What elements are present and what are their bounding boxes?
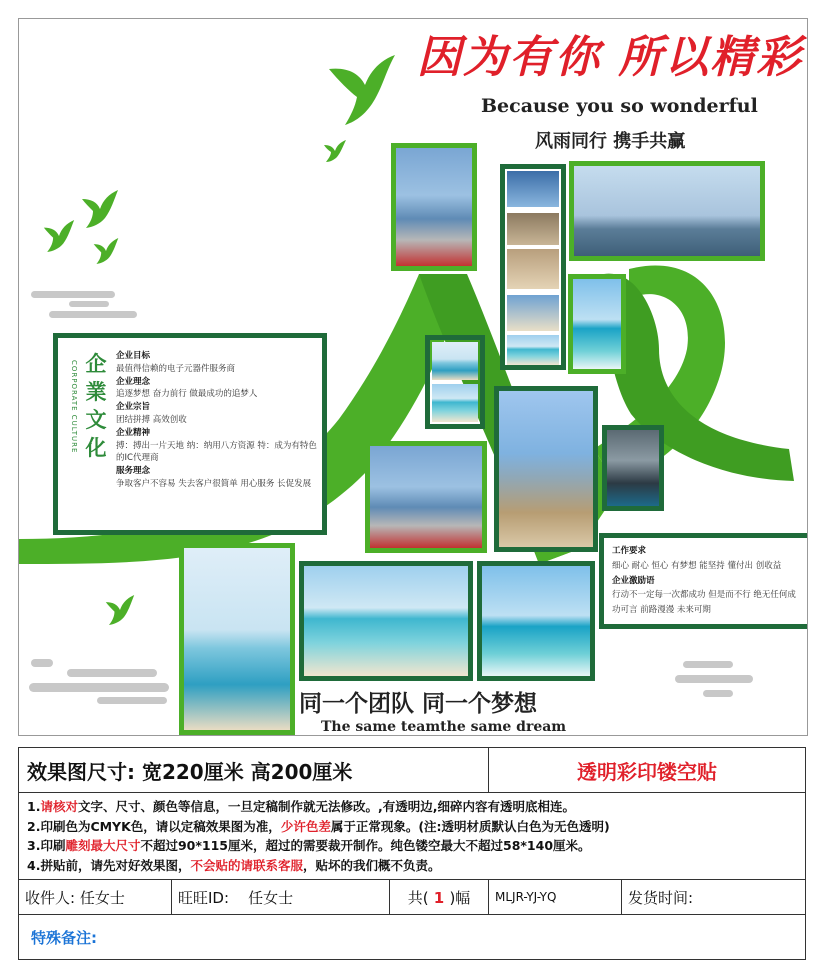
design-preview — [18, 18, 808, 736]
bird-icon — [327, 51, 397, 131]
culture-item-heading: 企业目标 — [116, 351, 151, 361]
culture-item-text: 搏：搏出一片天地 纳：纳用八方资源 特：成为有特色的IC代理商 — [116, 440, 317, 464]
bird-icon — [105, 593, 135, 627]
photo-boat-deck — [365, 441, 487, 553]
ship-time-cell: 发货时间: — [622, 880, 806, 915]
note-highlight: 雕刻最大尺寸 — [65, 838, 141, 853]
bird-icon — [323, 139, 347, 163]
note-text: 文字、尺寸、颜色等信息，一旦定稿制作就无法修改。,有透明边,细碎内容有透明底相连。 — [77, 799, 575, 814]
note-highlight: 少许色差 — [280, 818, 331, 834]
culture-title-english: CORPORATE CULTURE — [70, 360, 78, 454]
culture-title-char: 業 — [85, 379, 107, 404]
culture-title-char: 化 — [85, 435, 107, 460]
work-item-text: 细心 耐心 恒心 有梦想 能坚持 懂付出 创收益 — [612, 560, 782, 571]
note-line — [27, 797, 797, 817]
wangwang-cell — [172, 880, 390, 915]
culture-item-text: 团结拼搏 高效创收 — [116, 414, 187, 425]
corporate-culture-panel — [53, 333, 327, 535]
wangwang-value: 任女士 — [248, 888, 294, 907]
bottom-slogan-english: The same teamthe same dream — [321, 719, 567, 735]
work-item-text: 行动不一定每一次都成功 但是而不行 绝无任何成功可言 前路漫漫 未来可期 — [612, 590, 796, 616]
cloud-icon — [29, 285, 139, 321]
note-text: 属于正常现象。(注:透明材质默认白色为无色透明) — [330, 818, 610, 834]
receiver-label: 收件人: — [25, 888, 80, 907]
note-text: 2.印刷色为CMYK色，请以定稿效果图为准， — [27, 818, 281, 834]
receiver-cell — [19, 880, 172, 915]
total-cell — [390, 880, 489, 915]
culture-item-text: 最值得信赖的电子元器件服务商 — [116, 363, 236, 374]
culture-item-text: 争取客户不容易 失去客户很简单 用心服务 长促发展 — [116, 478, 312, 489]
culture-item-heading: 企业理念 — [116, 376, 151, 387]
size-cell — [19, 748, 489, 793]
photo-office — [602, 425, 664, 511]
slogan-script-title: 因为有你 所以精彩 — [417, 32, 803, 83]
culture-item-heading: 企业精神 — [116, 427, 151, 438]
cloud-icon — [27, 655, 177, 707]
note-highlight: 不会贴的请联系客服 — [190, 857, 303, 873]
photo-person-boat — [391, 143, 477, 271]
culture-item — [116, 465, 318, 491]
code-cell: MLJR-YJ-YQ — [489, 880, 622, 915]
slogan-english: Because you so wonderful — [481, 95, 758, 117]
culture-title — [80, 350, 112, 462]
note-text: 1. — [27, 799, 41, 814]
bottom-slogan: 同一个团队 同一个梦想 — [299, 691, 538, 717]
cloud-icon — [673, 657, 755, 705]
work-item-heading: 工作要求 — [612, 546, 647, 556]
photo-swimming — [425, 335, 485, 429]
photo-collage-strip — [500, 164, 566, 370]
special-remark-cell: 特殊备注: — [19, 915, 806, 960]
wangwang-label: 旺旺ID: — [178, 888, 230, 907]
note-text: 4.拼贴前，请先对好效果图， — [27, 857, 191, 873]
photo-beach-right — [477, 561, 595, 681]
size-value: 宽220厘米 高200厘米 — [141, 759, 353, 784]
work-requirements-panel — [599, 533, 807, 629]
bird-icon — [93, 237, 119, 265]
note-line — [27, 817, 797, 837]
note-line — [27, 836, 797, 856]
note-text: 不超过90*115厘米，超过的需要裁开制作。纯色镂空最大不超过58*140厘米。 — [140, 838, 591, 853]
notes-list — [27, 797, 797, 875]
culture-title-char: 文 — [85, 407, 107, 432]
photo-bay — [299, 561, 473, 681]
photo-ship — [569, 161, 765, 261]
culture-item-heading: 企业宗旨 — [116, 402, 151, 413]
note-highlight: 请核对 — [40, 799, 78, 814]
work-item — [612, 544, 800, 574]
size-label: 效果图尺寸: — [27, 759, 135, 784]
work-list — [612, 544, 800, 618]
culture-item — [116, 427, 318, 465]
order-info-table — [18, 747, 806, 960]
culture-item-text: 追逐梦想 奋力前行 做最成功的追梦人 — [116, 389, 258, 400]
product-type: 透明彩印镂空贴 — [489, 748, 806, 793]
total-count: 1 — [428, 888, 450, 907]
note-text: ，贴坏的我们概不负责。 — [302, 857, 441, 873]
note-line — [27, 856, 797, 876]
bird-icon — [43, 219, 75, 253]
work-item — [612, 574, 800, 618]
culture-item — [116, 350, 318, 376]
slogan-subtitle: 风雨同行 携手共赢 — [535, 131, 686, 152]
culture-item — [116, 376, 318, 402]
culture-item — [116, 401, 318, 427]
total-suffix: )幅 — [449, 888, 471, 907]
note-text: 3.印刷 — [27, 838, 66, 853]
culture-list — [116, 350, 318, 491]
culture-title-char: 企 — [85, 351, 107, 376]
photo-beach-left — [179, 543, 295, 735]
culture-item-heading: 服务理念 — [116, 466, 151, 477]
work-item-heading: 企业激励语 — [612, 575, 655, 586]
notes-cell — [19, 793, 806, 880]
receiver-value: 任女士 — [79, 888, 125, 907]
total-prefix: 共( — [407, 888, 429, 907]
bird-icon — [81, 189, 119, 229]
photo-shallow-sea — [568, 274, 626, 374]
photo-group-beach — [494, 386, 598, 552]
